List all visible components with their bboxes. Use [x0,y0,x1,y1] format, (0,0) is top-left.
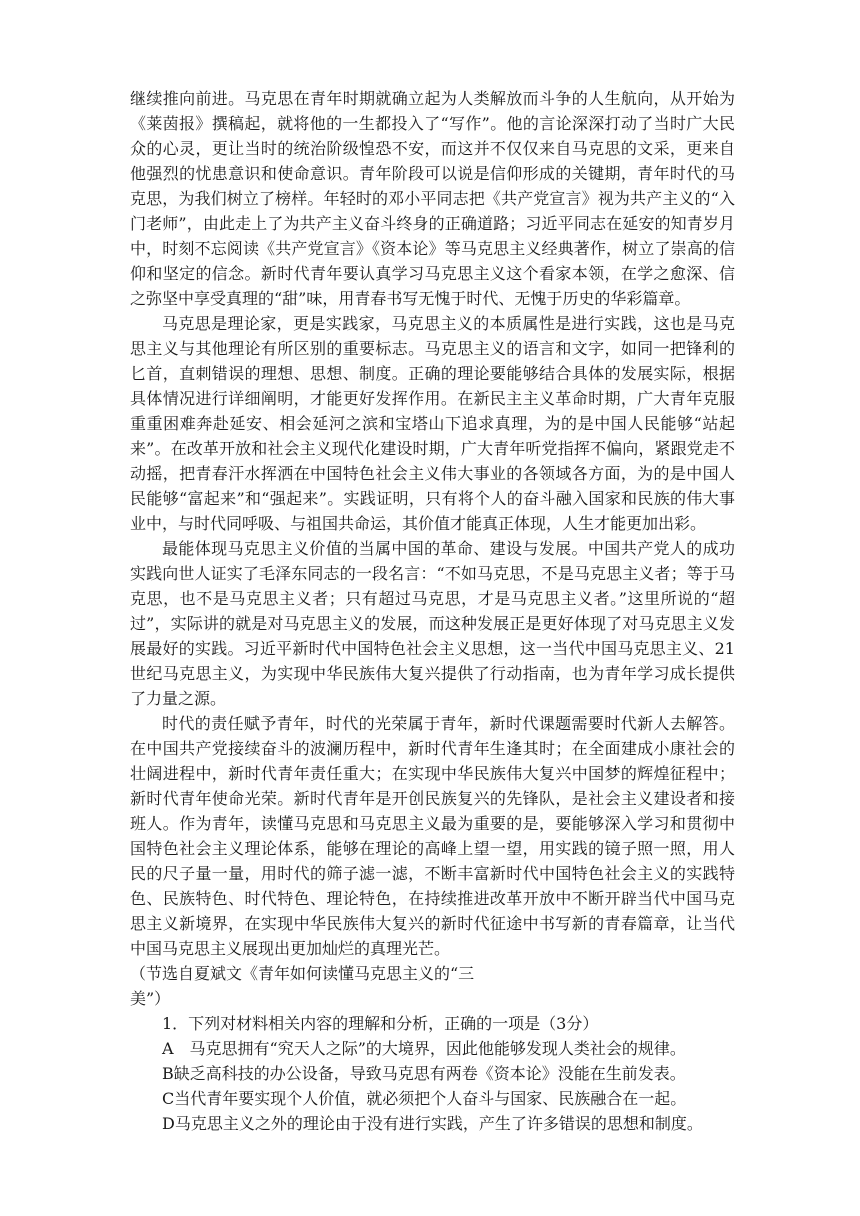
source-citation-line1: （节选自夏斌文《青年如何读懂马克思主义的“三 [130,964,475,983]
option-a: A 马克思拥有“究天人之际”的大境界，因此他能够发现人类社会的规律。 [162,1039,686,1058]
source-citation [130,961,735,1011]
source-citation-line2: 美”） [130,989,171,1008]
option-b: B缺乏高科技的办公设备，导致马克思有两卷《资本论》没能在生前发表。 [162,1064,686,1083]
paragraph-2: 马克思是理论家，更是实践家，马克思主义的本质属性是进行实践，这也是马克思主义与其他理论有所区别的重要标志。马克思主义的语言和文字，如同一把锋利的匕首，直刺错误的理想、思想、制度。正确的理论要能够结合具体的发展实际，根据具体情况进行详细阐明，才能更好发挥作用。在新民主主义革命时期，广大青年克服重重困难奔赴延安、相会延河之滨和宝塔山下追求真理，为的是中国人民能够“站起来”。在改革开放和社会主义现代化建设时期，广大青年听党指挥不偏向，紧跟党走不动摇，把青春汗水挥洒在中国特色社会主义伟大事业的各领域各方面，为的是中国人民能够“富起来”和“强起来”。实践证明，只有将个人的奋斗融入国家和民族的伟大事业中，与时代同呼吸、与祖国共命运，其价值才能真正体现，人生才能更加出彩。 [130,314,735,533]
option-d: D马克思主义之外的理论由于没有进行实践，产生了许多错误的思想和制度。 [162,1114,703,1133]
paragraph-1: 继续推向前进。马克思在青年时期就确立起为人类解放而斗争的人生航向，从开始为《莱茵报》撰稿起，就将他的一生都投入了“写作”。他的言论深深打动了当时广大民众的心灵，更让当时的统治阶级惶恐不安，而这并不仅仅来自马克思的文采，更来自他强烈的忧患意识和使命意识。青年阶段可以说是信仰形成的关键期，青年时代的马克思，为我们树立了榜样。年轻时的邓小平同志把《共产党宣言》视为共产主义的“入门老师”，由此走上了为共产主义奋斗终身的正确道路；习近平同志在延安的知青岁月中，时刻不忘阅读《共产党宣言》《资本论》等马克思主义经典著作，树立了崇高的信仰和坚定的信念。新时代青年要认真学习马克思主义这个看家本领，在学之愈深、信之弥坚中享受真理的“甜”味，用青春书写无愧于时代、无愧于历史的华彩篇章。 [130,89,735,308]
question-stem: 1．下列对材料相关内容的理解和分析，正确的一项是（3分） [162,1014,599,1033]
paragraph-3: 最能体现马克思主义价值的当属中国的革命、建设与发展。中国共产党人的成功实践向世人证实了毛泽东同志的一段名言：“不如马克思，不是马克思主义者；等于马克思，也不是马克思主义者；只有超过马克思，才是马克思主义者。”这里所说的“超过”，实际讲的就是对马克思主义的发展，而这种发展正是更好体现了对马克思主义发展最好的实践。习近平新时代中国特色社会主义思想，这一当代中国马克思主义、21世纪马克思主义，为实现中华民族伟大复兴提供了行动指南，也为青年学习成长提供了力量之源。 [130,539,735,708]
option-c: C当代青年要实现个人价值，就必须把个人奋斗与国家、民族融合在一起。 [162,1089,687,1108]
paragraph-4: 时代的责任赋予青年，时代的光荣属于青年，新时代课题需要时代新人去解答。在中国共产党接续奋斗的波澜历程中，新时代青年生逢其时；在全面建成小康社会的壮阔进程中，新时代青年责任重大；在实现中华民族伟大复兴中国梦的辉煌征程中；新时代青年使命光荣。新时代青年是开创民族复兴的先锋队，是社会主义建设者和接班人。作为青年，读懂马克思和马克思主义最为重要的是，要能够深入学习和贯彻中国特色社会主义理论体系，能够在理论的高峰上望一望，用实践的镜子照一照，用人民的尺子量一量，用时代的筛子滤一滤，不断丰富新时代中国特色社会主义的实践特色、民族特色、时代特色、理论特色，在持续推进改革开放中不断开辟当代中国马克思主义新境界，在实现中华民族伟大复兴的新时代征途中书写新的青春篇章，让当代中国马克思主义展现出更加灿烂的真理光芒。 [130,714,735,958]
document-page [130,0,735,1136]
